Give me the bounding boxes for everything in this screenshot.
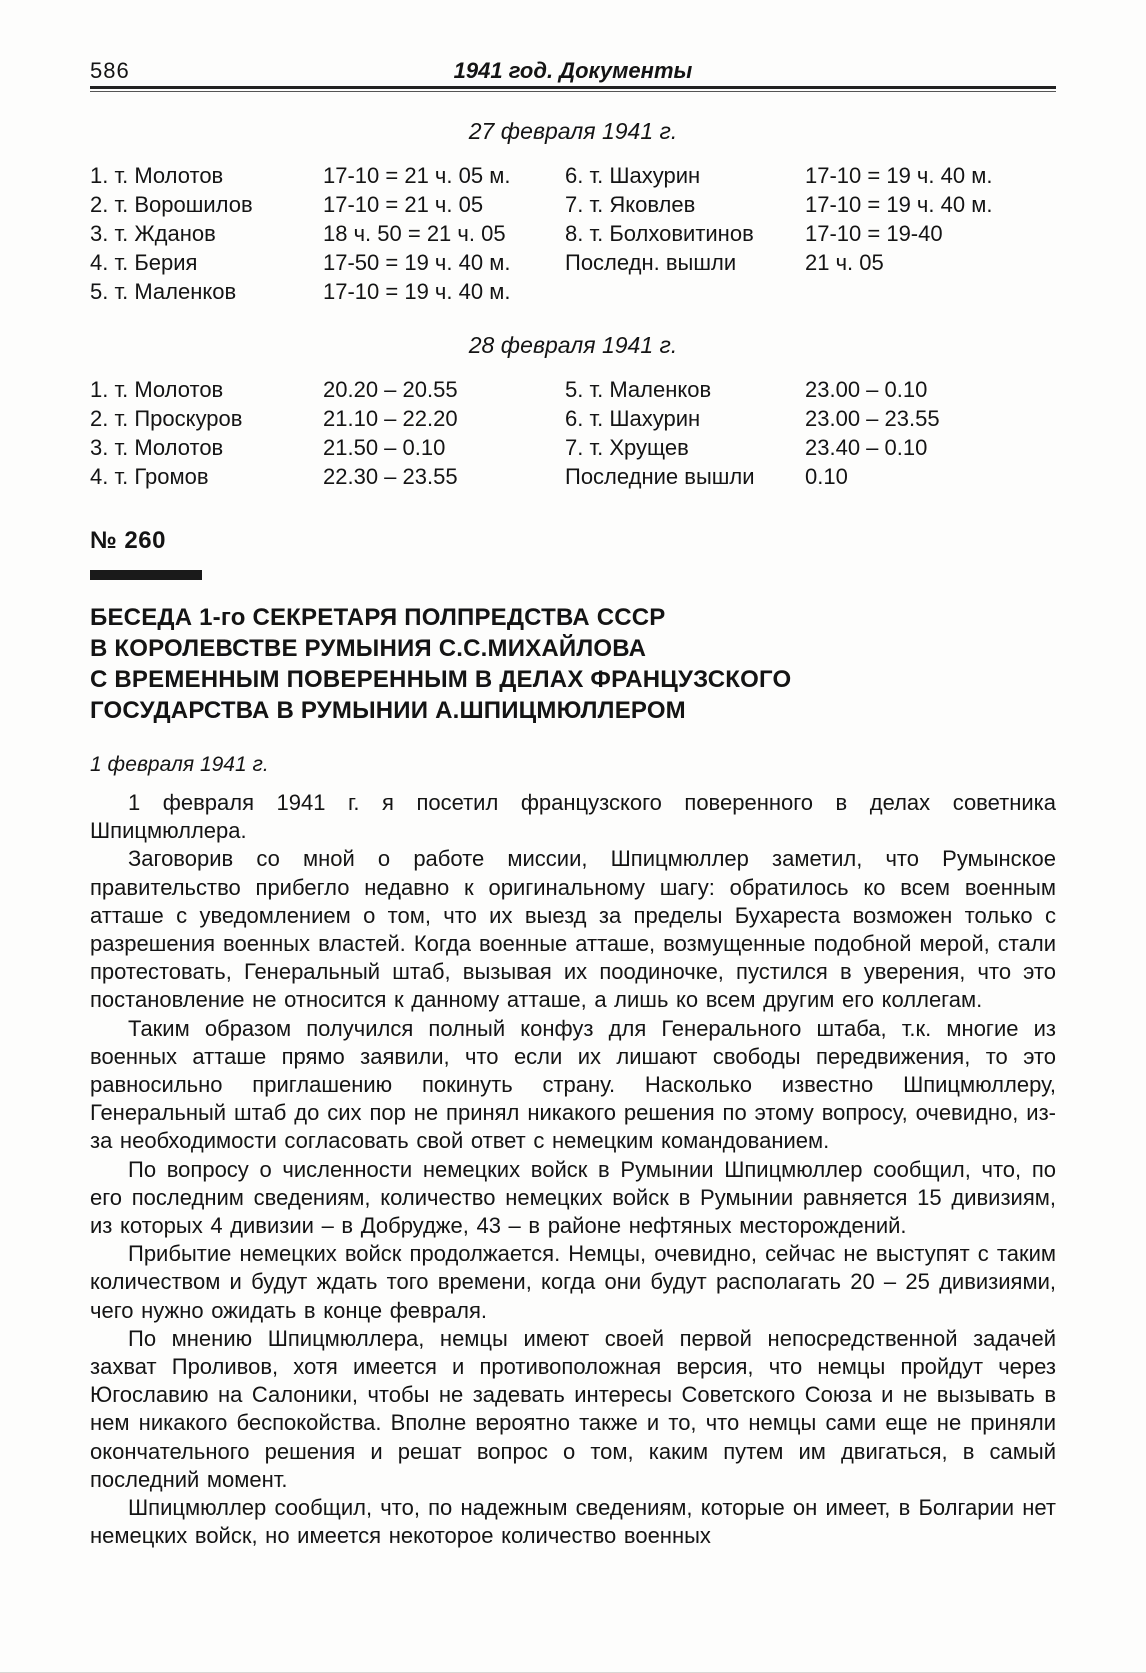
visit-time-cell: 23.00 – 23.55 [805,406,940,431]
table-row [90,219,1056,248]
document-title-line: ГОСУДАРСТВА В РУМЫНИИ А.ШПИЦМЮЛЛЕРОМ [90,697,686,724]
table-row [90,462,1056,491]
running-head [90,56,1056,86]
visitor-name-cell: 3. т. Молотов [90,435,224,460]
visitor-name-cell: 3. т. Жданов [90,221,216,246]
visitor-name-cell: 2. т. Ворошилов [90,192,253,217]
header-rule-thin [90,91,1056,92]
running-title: 1941 год. Документы [453,58,693,83]
paragraph: По мнению Шпицмюллера, немцы имеют своей первой непосредственной задачей захват Проливов, хотя имеется и противоположная версия, что немцы пройдут через Югославию на Салоники, чтобы не задевать интересы Советского Союза и не вызывать в нем никакого беспокойства. Вполне вероятно также и то, что немцы сами еще не приняли окончательного решения и решат вопрос о том, каким путем им двигаться, в самый последний момент. [90,1325,1056,1492]
date-heading-28-feb: 28 февраля 1941 г. [468,332,678,358]
paragraph: По вопросу о численности немецких войск в Румынии Шпицмюллер сообщил, что, по его последним сведениям, количество немецких войск в Румынии равняется 15 дивизиям, из которых 4 дивизии – в Добрудже, 43 – в районе нефтяных месторождений. [90,1156,1056,1239]
header-rule-thick [90,86,1056,89]
visit-time-cell: 17-10 = 21 ч. 05 [323,192,484,217]
table-row [90,161,1056,190]
visit-time-cell: 20.20 – 20.55 [323,377,458,402]
document-body [90,789,1056,1550]
visitor-name-cell: 4. т. Громов [90,464,209,489]
attendance-table-28-feb [90,375,1056,491]
paragraph: Прибытие немецких войск продолжается. Немцы, очевидно, сейчас не выступят с таким количеством и будут ждать того времени, когда они будут располагать 20 – 25 дивизиями, чего нужно ожидать в конце февраля. [90,1241,1056,1323]
visitor-name-cell: 5. т. Маленков [90,279,237,304]
visit-time-cell: 0.10 [805,464,848,489]
attendance-table-27-feb [90,161,1056,306]
visitor-name-cell: 2. т. Проскуров [90,406,243,431]
visit-time-cell: 21 ч. 05 [805,250,884,275]
table-row [90,375,1056,404]
visitor-name-cell: 1. т. Молотов [90,377,224,402]
document-title-line: БЕСЕДА 1-го СЕКРЕТАРЯ ПОЛПРЕДСТВА СССР [90,604,666,631]
paragraph: Заговорив со мной о работе миссии, Шпицмюллер заметил, что Румынское правительство прибегло недавно к оригинальному шагу: обратилось ко всем военным атташе с уведомлением о том, что их выезд за пределы Бухареста возможен только с разрешения военных властей. Когда военные атташе, возмущенные подобной мерой, стали протестовать, Генеральный штаб, вызывая их поодиночке, пустился в уверения, что это постановление не относится к данному атташе, а лишь ко всем другим его коллегам. [90,846,1056,1013]
table-row [90,190,1056,219]
paragraph: 1 февраля 1941 г. я посетил французского поверенного в делах советника Шпицмюллера. [90,790,1056,844]
visitor-name-cell [565,277,805,306]
document-number-bar [90,570,202,580]
paragraph: Шпицмюллер сообщил, что, по надежным сведениям, которые он имеет, в Болгарии нет немецких войск, но имеется некоторое количество военных [90,1495,1056,1549]
table-row [90,433,1056,462]
visitor-name-cell: 1. т. Молотов [90,163,224,188]
visitor-name-cell: Последн. вышли [565,250,737,275]
page-number: 586 [90,58,130,83]
visit-time-cell [805,277,1056,306]
document-title-line: В КОРОЛЕВСТВЕ РУМЫНИЯ С.С.МИХАЙЛОВА [90,635,647,662]
visit-time-cell: 17-10 = 19 ч. 40 м. [323,279,511,304]
table-row [90,277,1056,306]
visit-time-cell: 18 ч. 50 = 21 ч. 05 [323,221,506,246]
date-heading-27-feb: 27 февраля 1941 г. [468,118,678,144]
document-title [90,602,1056,726]
visitor-name-cell: Последние вышли [565,464,755,489]
visit-time-cell: 23.00 – 0.10 [805,377,928,402]
visit-time-cell: 17-10 = 19-40 [805,221,943,246]
visit-time-cell: 21.50 – 0.10 [323,435,446,460]
visitor-name-cell: 8. т. Болховитинов [565,221,754,246]
document-title-line: С ВРЕМЕННЫМ ПОВЕРЕННЫМ В ДЕЛАХ ФРАНЦУЗСКОГО [90,666,792,693]
table-row [90,404,1056,433]
visitor-name-cell: 5. т. Маленков [565,377,712,402]
visitor-name-cell: 6. т. Шахурин [565,406,701,431]
visitor-name-cell: 7. т. Хрущев [565,435,689,460]
table-row [90,248,1056,277]
visit-time-cell: 17-10 = 21 ч. 05 м. [323,163,511,188]
document-number: № 260 [90,527,166,554]
visit-time-cell: 17-10 = 19 ч. 40 м. [805,163,993,188]
visitor-name-cell: 4. т. Берия [90,250,198,275]
paragraph: Таким образом получился полный конфуз для Генерального штаба, т.к. многие из военных атташе прямо заявили, что если их лишают свободы передвижения, то это равносильно приглашению покинуть страну. Насколько известно Шпицмюллеру, Генеральный штаб до сих пор не принял никакого решения по этому вопросу, очевидно, из-за необходимости согласовать свой ответ с немецким командованием. [90,1015,1056,1154]
visitor-name-cell: 7. т. Яковлев [565,192,696,217]
visitor-name-cell: 6. т. Шахурин [565,163,701,188]
document-date: 1 февраля 1941 г. [90,753,269,776]
visit-time-cell: 21.10 – 22.20 [323,406,458,431]
visit-time-cell: 17-10 = 19 ч. 40 м. [805,192,993,217]
visit-time-cell: 17-50 = 19 ч. 40 м. [323,250,511,275]
visit-time-cell: 23.40 – 0.10 [805,435,928,460]
visit-time-cell: 22.30 – 23.55 [323,464,458,489]
